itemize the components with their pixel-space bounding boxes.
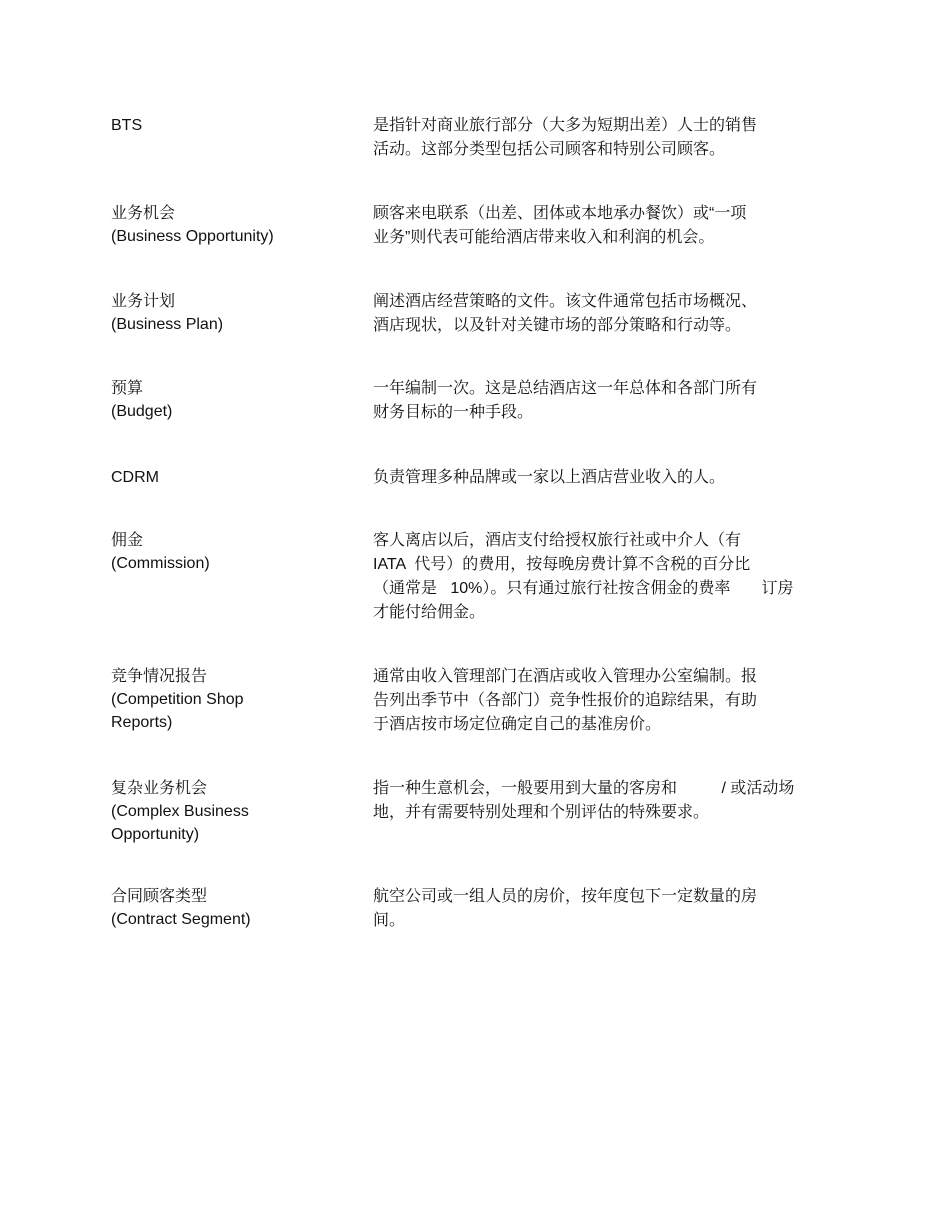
term-line: 佣金 (111, 532, 144, 549)
term-name (111, 466, 341, 489)
term-name (111, 885, 341, 931)
definition-line: 活动。这部分类型包括公司顾客和特别公司顾客。 (373, 141, 726, 158)
definition-line: 地，并有需要特别处理和个别评估的特殊要求。 (373, 804, 710, 821)
term-definition (373, 466, 843, 490)
term-name (111, 202, 341, 248)
term-line: (Business Plan) (111, 316, 224, 333)
term-name (111, 114, 341, 137)
term-line: 复杂业务机会 (111, 780, 208, 797)
term-line: 合同顾客类型 (111, 888, 208, 905)
definition-line: 才能付给佣金。 (373, 604, 486, 621)
definition-line: 一年编制一次。这是总结酒店这一年总体和各部门所有 (373, 380, 758, 397)
definition-line: 间。 (373, 912, 406, 929)
term-definition (373, 114, 843, 162)
definition-line: IATA 代号）的费用，按每晚房费计算不含税的百分比 (373, 556, 751, 573)
definition-line: 酒店现状，以及针对关键市场的部分策略和行动等。 (373, 317, 742, 334)
term-line: (Competition Shop (111, 691, 244, 708)
term-line: Reports) (111, 714, 173, 731)
term-definition (373, 885, 843, 933)
term-line: (Complex Business (111, 803, 249, 820)
definition-line: 通常由收入管理部门在酒店或收入管理办公室编制。报 (373, 668, 758, 685)
term-line: Opportunity) (111, 826, 200, 843)
term-line: 竞争情况报告 (111, 668, 208, 685)
term-line: 业务计划 (111, 293, 176, 310)
definition-line: （通常是 10%）。只有通过旅行社按含佣金的费率 订房 (373, 580, 794, 597)
term-name (111, 290, 341, 336)
definition-line: 客人离店以后，酒店支付给授权旅行社或中介人（有 (373, 532, 742, 549)
term-line: (Contract Segment) (111, 911, 251, 928)
term-definition (373, 290, 843, 338)
term-line: 预算 (111, 380, 144, 397)
definition-line: 于酒店按市场定位确定自己的基准房价。 (373, 716, 662, 733)
term-name (111, 777, 341, 846)
term-definition (373, 202, 843, 250)
term-line: 业务机会 (111, 205, 176, 222)
term-line: BTS (111, 117, 143, 134)
term-line: (Budget) (111, 403, 173, 420)
term-name (111, 529, 341, 575)
term-line: (Business Opportunity) (111, 228, 274, 245)
term-definition (373, 777, 843, 825)
definition-line: 是指针对商业旅行部分（大多为短期出差）人士的销售 (373, 117, 758, 134)
term-line: (Commission) (111, 555, 210, 572)
definition-line: 航空公司或一组人员的房价，按年度包下一定数量的房 (373, 888, 758, 905)
term-name (111, 665, 341, 734)
definition-line: 告列出季节中（各部门）竞争性报价的追踪结果，有助 (373, 692, 758, 709)
definition-line: 负责管理多种品牌或一家以上酒店营业收入的人。 (373, 469, 726, 486)
term-definition (373, 377, 843, 425)
term-definition (373, 665, 843, 737)
term-line: CDRM (111, 469, 159, 486)
term-definition (373, 529, 843, 625)
definition-line: 阐述酒店经营策略的文件。该文件通常包括市场概况、 (373, 293, 758, 310)
definition-line: 顾客来电联系（出差、团体或本地承办餐饮）或“一项 (373, 205, 747, 222)
definition-line: 指一种生意机会，一般要用到大量的客房和 / 或活动场 (373, 780, 795, 797)
definition-line: 财务目标的一种手段。 (373, 404, 534, 421)
definition-line: 业务”则代表可能给酒店带来收入和利润的机会。 (373, 229, 715, 246)
term-name (111, 377, 341, 423)
